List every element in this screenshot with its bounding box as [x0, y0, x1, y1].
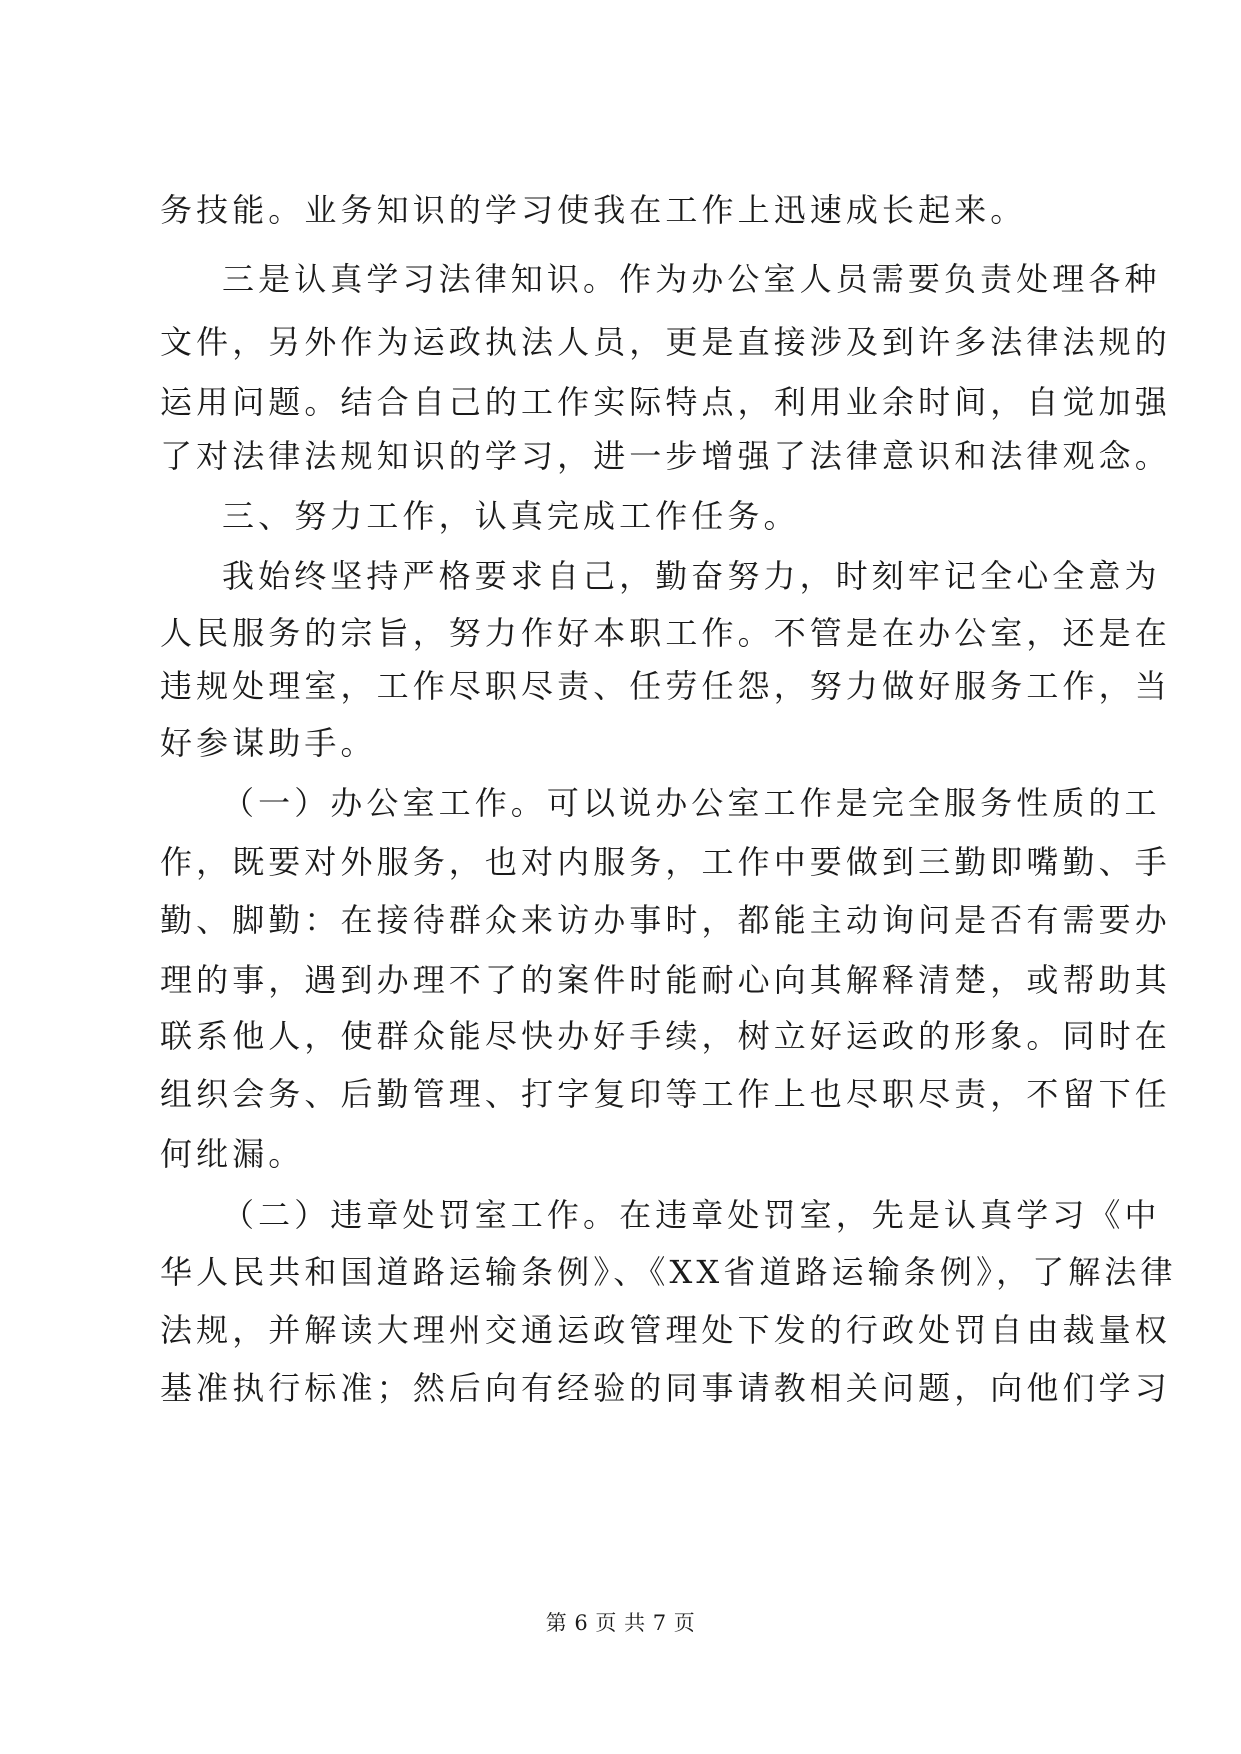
text-line-19: 华人民共和国道路运输条例》、《XX省道路运输条例》，了解法律 [160, 1253, 1177, 1291]
text-line-3: 文件，另外作为运政执法人员，更是直接涉及到许多法律法规的 [160, 323, 1171, 361]
text-line-16: 组织会务、后勤管理、打字复印等工作上也尽职尽责，不留下任 [160, 1075, 1171, 1113]
text-line-5: 了对法律法规知识的学习，进一步增强了法律意识和法律观念。 [160, 437, 1171, 475]
subheading-1: （一）办公室工作。可以说办公室工作是完全服务性质的工 [222, 784, 1161, 822]
text-line-9: 违规处理室，工作尽职尽责、任劳任怨，努力做好服务工作，当 [160, 667, 1171, 705]
section-heading-3: 三、努力工作，认真完成工作任务。 [222, 497, 800, 535]
text-line-8: 人民服务的宗旨，努力作好本职工作。不管是在办公室，还是在 [160, 614, 1171, 652]
text-line-1: 务技能。业务知识的学习使我在工作上迅速成长起来。 [160, 191, 1027, 229]
text-line-21: 基准执行标准；然后向有经验的同事请教相关问题，向他们学习 [160, 1369, 1171, 1407]
page-number-footer: 第 6 页 共 7 页 [545, 1611, 696, 1635]
text-line-12: 作，既要对外服务，也对内服务，工作中要做到三勤即嘴勤、手 [160, 843, 1171, 881]
text-line-10: 好参谋助手。 [160, 724, 377, 762]
subheading-2: （二）违章处罚室工作。在违章处罚室，先是认真学习《中 [222, 1196, 1161, 1234]
text-line-14: 理的事，遇到办理不了的案件时能耐心向其解释清楚，或帮助其 [160, 961, 1171, 999]
text-line-7: 我始终坚持严格要求自己，勤奋努力，时刻牢记全心全意为 [222, 557, 1161, 595]
text-line-17: 何纰漏。 [160, 1135, 305, 1173]
text-line-13: 勤、脚勤：在接待群众来访办事时，都能主动询问是否有需要办 [160, 901, 1171, 939]
text-line-20: 法规，并解读大理州交通运政管理处下发的行政处罚自由裁量权 [160, 1311, 1171, 1349]
text-line-4: 运用问题。结合自己的工作实际特点，利用业余时间，自觉加强 [160, 383, 1171, 421]
text-line-15: 联系他人，使群众能尽快办好手续，树立好运政的形象。同时在 [160, 1017, 1171, 1055]
text-line-2: 三是认真学习法律知识。作为办公室人员需要负责处理各种 [222, 260, 1161, 298]
